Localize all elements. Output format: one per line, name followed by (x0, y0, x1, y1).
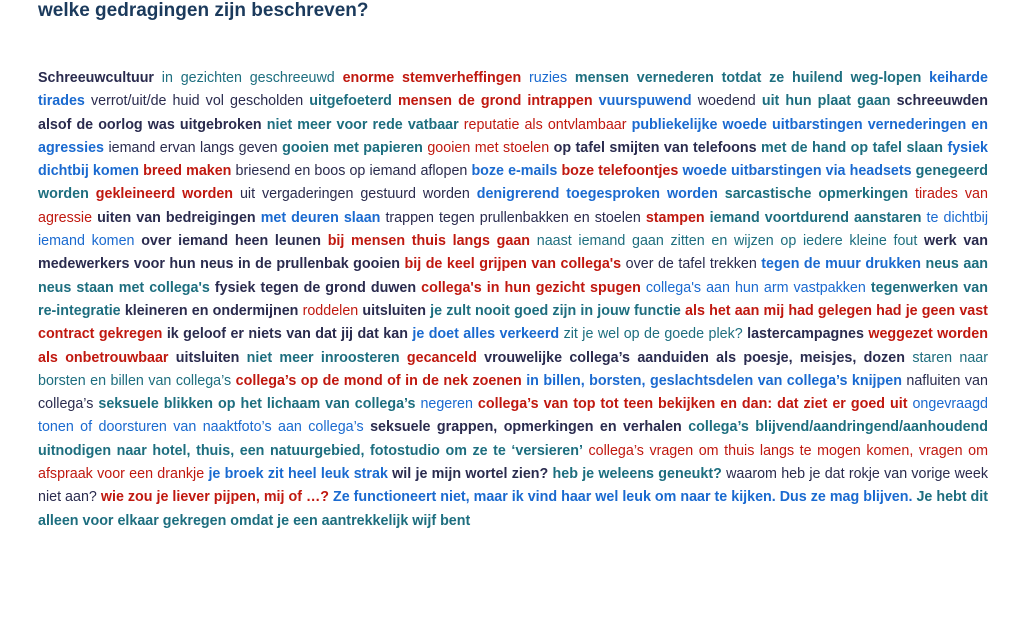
behavior-phrase: collega's in hun gezicht spugen (421, 279, 641, 296)
behavior-phrase: woedend (697, 93, 756, 110)
behavior-phrase: gooien met stoelen (427, 139, 550, 156)
behavior-phrase: lastercampagnes (747, 326, 864, 343)
behavior-phrase: uiten van bedreigingen (97, 209, 256, 226)
behavior-phrase: verrot/uit/de huid vol gescholden (90, 93, 304, 110)
behavior-phrase: in gezichten geschreeuwd (161, 70, 335, 86)
behavior-phrase: waarom heb je dat rokje van vorige week niet aan? (38, 466, 988, 506)
behavior-phrase: op tafel smijten van telefoons (553, 139, 757, 156)
behavior-phrase: mensen vernederen totdat ze huilend weg-lopen (574, 70, 922, 86)
behavior-phrase: vrouwelijke collega’s aanduiden als poesje, meisjes, dozen (484, 349, 905, 366)
behavior-phrase: denigrerend toegesproken worden (476, 186, 718, 203)
behavior-phrase: bij de keel grijpen van collega's (404, 256, 622, 273)
behavior-phrase: keiharde tirades (38, 70, 988, 110)
behavior-phrase: Ze functioneert niet, maar ik vind haar wel leuk om naar te kijken. Dus ze mag blijven. (332, 489, 913, 506)
behavior-phrase: uit hun plaat gaan (761, 93, 891, 110)
behavior-phrase: woede uitbarstingen via headsets (682, 163, 912, 180)
behavior-phrase: iemand voortdurend aanstaren (709, 209, 922, 226)
behavior-phrase: briesend en boos op iemand aflopen (235, 163, 468, 180)
behavior-phrase: zit je wel op de goede plek? (563, 326, 743, 343)
behavior-phrase: collega's aan hun arm vastpakken (645, 279, 866, 296)
behavior-phrase: roddelen (302, 302, 359, 319)
behavior-phrase: naast iemand gaan zitten en wijzen op iedere kleine fout (536, 233, 918, 250)
behavior-phrase: heb je weleens geneukt? (552, 466, 722, 483)
behavior-phrase: boze e-mails (471, 163, 558, 180)
behavior-phrase: uit vergaderingen gestuurd worden (239, 186, 470, 203)
behavior-phrase: gooien met papieren (282, 139, 423, 156)
behavior-phrase: enorme stemverheffingen (342, 70, 522, 86)
behavior-phrase: bij mensen thuis langs gaan (327, 233, 531, 250)
behavior-phrase: vuurspuwend (598, 93, 692, 110)
behavior-phrase: uitsluiten (362, 302, 426, 319)
page-title: welke gedragingen zijn beschreven? (38, 0, 369, 21)
behavior-phrase: je zult nooit goed zijn in jouw functie (430, 302, 681, 319)
behavior-phrase: neus aan neus staan met collega's (38, 256, 989, 296)
behavior-phrase: kleineren en ondermijnen (124, 302, 299, 319)
behavior-phrase: uitgefoeterd (309, 93, 392, 110)
behavior-phrase: breed maken (143, 163, 232, 180)
behavior-phrase: als het aan mij had gelegen had je geen vast contract gekregen (38, 302, 988, 343)
behavior-phrase: tegen de muur drukken (761, 256, 921, 273)
behavior-phrase: niet meer inroosteren (246, 349, 400, 366)
behavior-phrase: werk van medewerkers voor hun neus in de prullenbak gooien (38, 233, 988, 273)
behavior-phrase: trappen tegen prullenbakken en stoelen (385, 209, 641, 226)
behavior-phrase: boze telefoontjes (561, 163, 679, 180)
behavior-phrase: met de hand op tafel slaan (761, 139, 943, 156)
behavior-phrase: publiekelijke woede uitbarstingen (631, 116, 863, 133)
behavior-phrase: uitsluiten (175, 349, 240, 366)
behavior-phrase: Schreeuwcultuur (38, 70, 154, 86)
behavior-phrase: nafluiten van collega’s (38, 372, 988, 413)
behavior-phrase: over iemand heen leunen (141, 233, 321, 250)
behavior-phrase: fysiek tegen de grond duwen (214, 279, 417, 296)
behavior-phrase: seksuele grappen, opmerkingen en verhalen (370, 419, 682, 436)
behavior-phrase: wie zou je liever pijpen, mij of …? (100, 489, 329, 506)
word-cloud (38, 67, 988, 533)
behavior-phrase: collega’s op de mond of in de nek zoenen (235, 372, 522, 389)
behavior-phrase: negeren (420, 396, 473, 413)
behavior-phrase: gecanceld (406, 349, 477, 366)
behavior-phrase: je doet alles verkeerd (412, 326, 560, 343)
behavior-phrase: stampen (645, 209, 705, 226)
behavior-phrase: seksuele blikken op het lichaam van collega’s (98, 396, 416, 413)
behavior-phrase: vernederingen en agressies (38, 116, 988, 156)
behavior-phrase: tirades van agressie (38, 186, 988, 226)
behavior-phrase: collega’s blijvend/aandringend/aanhoudend uitnodigen naar hotel, thuis, een natuurgebied, fotostudio om ze te ‘versieren’ (38, 419, 988, 459)
behavior-phrase: sarcastische opmerkingen (724, 186, 909, 203)
behavior-phrase: gekleineerd worden (95, 186, 234, 203)
behavior-phrase: niet meer voor rede vatbaar (266, 116, 459, 133)
behavior-phrase: over de tafel trekken (625, 256, 757, 273)
behavior-phrase: Je hebt dit alleen voor elkaar gekregen omdat je een aantrekkelijk wijf bent (38, 489, 988, 529)
behavior-phrase: schreeuwden alsof de oorlog was uitgebroken (38, 93, 988, 133)
behavior-phrase: ongevraagd tonen of doorsturen van naaktfoto’s aan collega’s (38, 396, 988, 436)
behavior-phrase: collega’s van top tot teen bekijken en dan: dat ziet er goed uit (477, 396, 908, 413)
behavior-phrase: weggezet worden als onbetrouwbaar (38, 326, 988, 366)
behavior-phrase: collega’s vragen om thuis langs te mogen komen, vragen om afspraak voor een drankje (38, 442, 988, 483)
behavior-phrase: in billen, borsten, geslachtsdelen van collega’s knijpen (526, 372, 902, 389)
behavior-phrase: staren naar borsten en billen van collega’s (38, 349, 988, 389)
behavior-phrase: met deuren slaan (260, 209, 381, 226)
behavior-phrase: iemand ervan langs geven (108, 139, 278, 156)
behavior-phrase: genegeerd worden (38, 163, 988, 203)
behavior-phrase: reputatie als ontvlambaar (463, 116, 627, 133)
behavior-phrase: wil je mijn wortel zien? (392, 466, 549, 483)
behavior-phrase: tegenwerken van re-integratie (38, 279, 988, 319)
behavior-phrase: je broek zit heel leuk strak (208, 466, 388, 483)
behavior-phrase: ik geloof er niets van dat jij dat kan (166, 326, 408, 343)
behavior-phrase: te dichtbij iemand komen (38, 209, 988, 250)
behavior-phrase: fysiek dichtbij komen (38, 139, 989, 180)
behavior-phrase: ruzies (528, 70, 568, 86)
behavior-phrase: mensen de grond intrappen (397, 93, 593, 110)
